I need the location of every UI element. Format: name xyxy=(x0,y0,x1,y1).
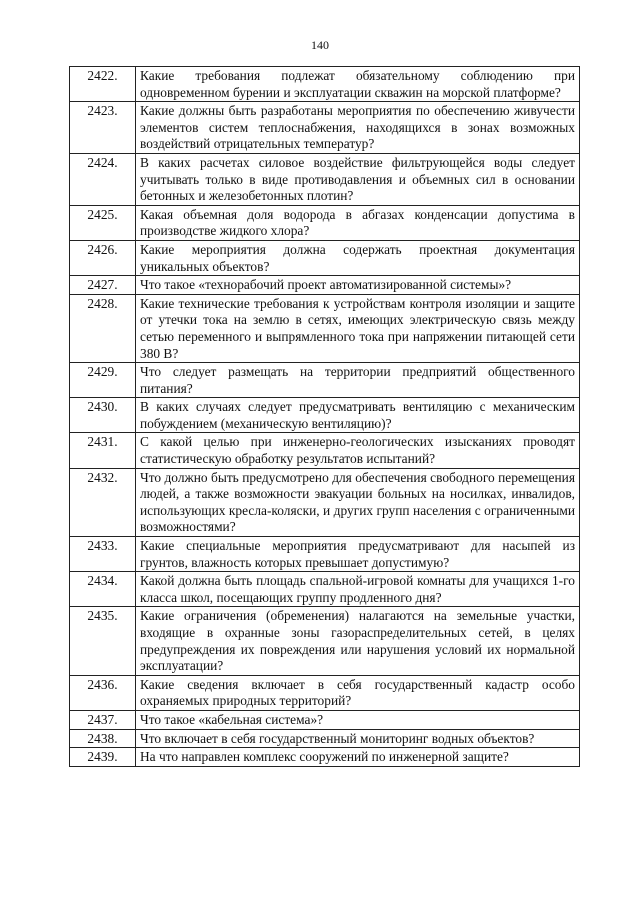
question-row xyxy=(70,205,580,240)
question-text: Что такое «технорабочий проект автоматизированной системы»? xyxy=(136,276,580,295)
question-text: В каких случаях следует предусматривать вентиляцию с механическим побуждением (механическую вентиляцию)? xyxy=(136,398,580,433)
question-number: 2428. xyxy=(70,294,136,362)
question-row xyxy=(70,294,580,362)
question-number: 2433. xyxy=(70,537,136,572)
question-row xyxy=(70,468,580,536)
question-row xyxy=(70,398,580,433)
question-row xyxy=(70,572,580,607)
question-number: 2437. xyxy=(70,710,136,729)
question-text: Какие ограничения (обременения) налагаются на земельные участки, входящие в охранные зоны газораспределительных сетей, в целях предупреждения их повреждения или нарушения условий их нормальной эксплуатации? xyxy=(136,607,580,675)
question-number: 2432. xyxy=(70,468,136,536)
question-text: Что следует размещать на территории предприятий общественного питания? xyxy=(136,363,580,398)
question-text: Что должно быть предусмотрено для обеспечения свободного перемещения людей, а также возможности эвакуации больных на носилках, инвалидов, использующих кресла-коляски, и других групп населения с ограниченными возможностями? xyxy=(136,468,580,536)
question-text: Какой должна быть площадь спальной-игровой комнаты для учащихся 1-го класса школ, посещающих группу продленного дня? xyxy=(136,572,580,607)
question-text: Какие технические требования к устройствам контроля изоляции и защите от утечки тока на землю в сетях, имеющих электрическую связь между сетью переменного и выпрямленного тока при напряжении питающей сети 380 В? xyxy=(136,294,580,362)
question-number: 2425. xyxy=(70,205,136,240)
question-text: Какие требования подлежат обязательному соблюдению при одновременном бурении и эксплуатации скважин на морской платформе? xyxy=(136,67,580,102)
questions-table-body xyxy=(70,67,580,767)
question-row xyxy=(70,153,580,205)
question-number: 2426. xyxy=(70,240,136,275)
questions-table xyxy=(69,66,580,767)
question-number: 2434. xyxy=(70,572,136,607)
question-text: В каких расчетах силовое воздействие фильтрующейся воды следует учитывать только в виде противодавления и объемных сил в основании бетонных и железобетонных плотин? xyxy=(136,153,580,205)
question-row xyxy=(70,710,580,729)
question-text: Какие сведения включает в себя государственный кадастр особо охраняемых природных территорий? xyxy=(136,675,580,710)
question-text: С какой целью при инженерно-геологических изысканиях проводят статистическую обработку результатов испытаний? xyxy=(136,433,580,468)
question-text: Что такое «кабельная система»? xyxy=(136,710,580,729)
question-number: 2427. xyxy=(70,276,136,295)
question-row xyxy=(70,240,580,275)
question-row xyxy=(70,748,580,767)
question-row xyxy=(70,675,580,710)
question-number: 2439. xyxy=(70,748,136,767)
question-number: 2422. xyxy=(70,67,136,102)
question-number: 2430. xyxy=(70,398,136,433)
question-text: Какие мероприятия должна содержать проектная документация уникальных объектов? xyxy=(136,240,580,275)
question-row xyxy=(70,363,580,398)
question-row xyxy=(70,276,580,295)
question-number: 2424. xyxy=(70,153,136,205)
question-row xyxy=(70,102,580,154)
question-number: 2431. xyxy=(70,433,136,468)
page-number: 140 xyxy=(311,38,329,52)
question-number: 2436. xyxy=(70,675,136,710)
question-text: Какая объемная доля водорода в абгазах конденсации допустима в производстве жидкого хлора? xyxy=(136,205,580,240)
question-row xyxy=(70,67,580,102)
question-number: 2435. xyxy=(70,607,136,675)
question-text: Что включает в себя государственный мониторинг водных объектов? xyxy=(136,729,580,748)
question-text: Какие должны быть разработаны мероприятия по обеспечению живучести элементов систем теплоснабжения, находящихся в зонах возможных воздействий отрицательных температур? xyxy=(136,102,580,154)
question-row xyxy=(70,433,580,468)
question-row xyxy=(70,607,580,675)
question-text: На что направлен комплекс сооружений по инженерной защите? xyxy=(136,748,580,767)
question-number: 2429. xyxy=(70,363,136,398)
question-number: 2438. xyxy=(70,729,136,748)
question-row xyxy=(70,729,580,748)
question-number: 2423. xyxy=(70,102,136,154)
question-row xyxy=(70,537,580,572)
question-text: Какие специальные мероприятия предусматривают для насыпей из грунтов, влажность которых превышает допустимую? xyxy=(136,537,580,572)
